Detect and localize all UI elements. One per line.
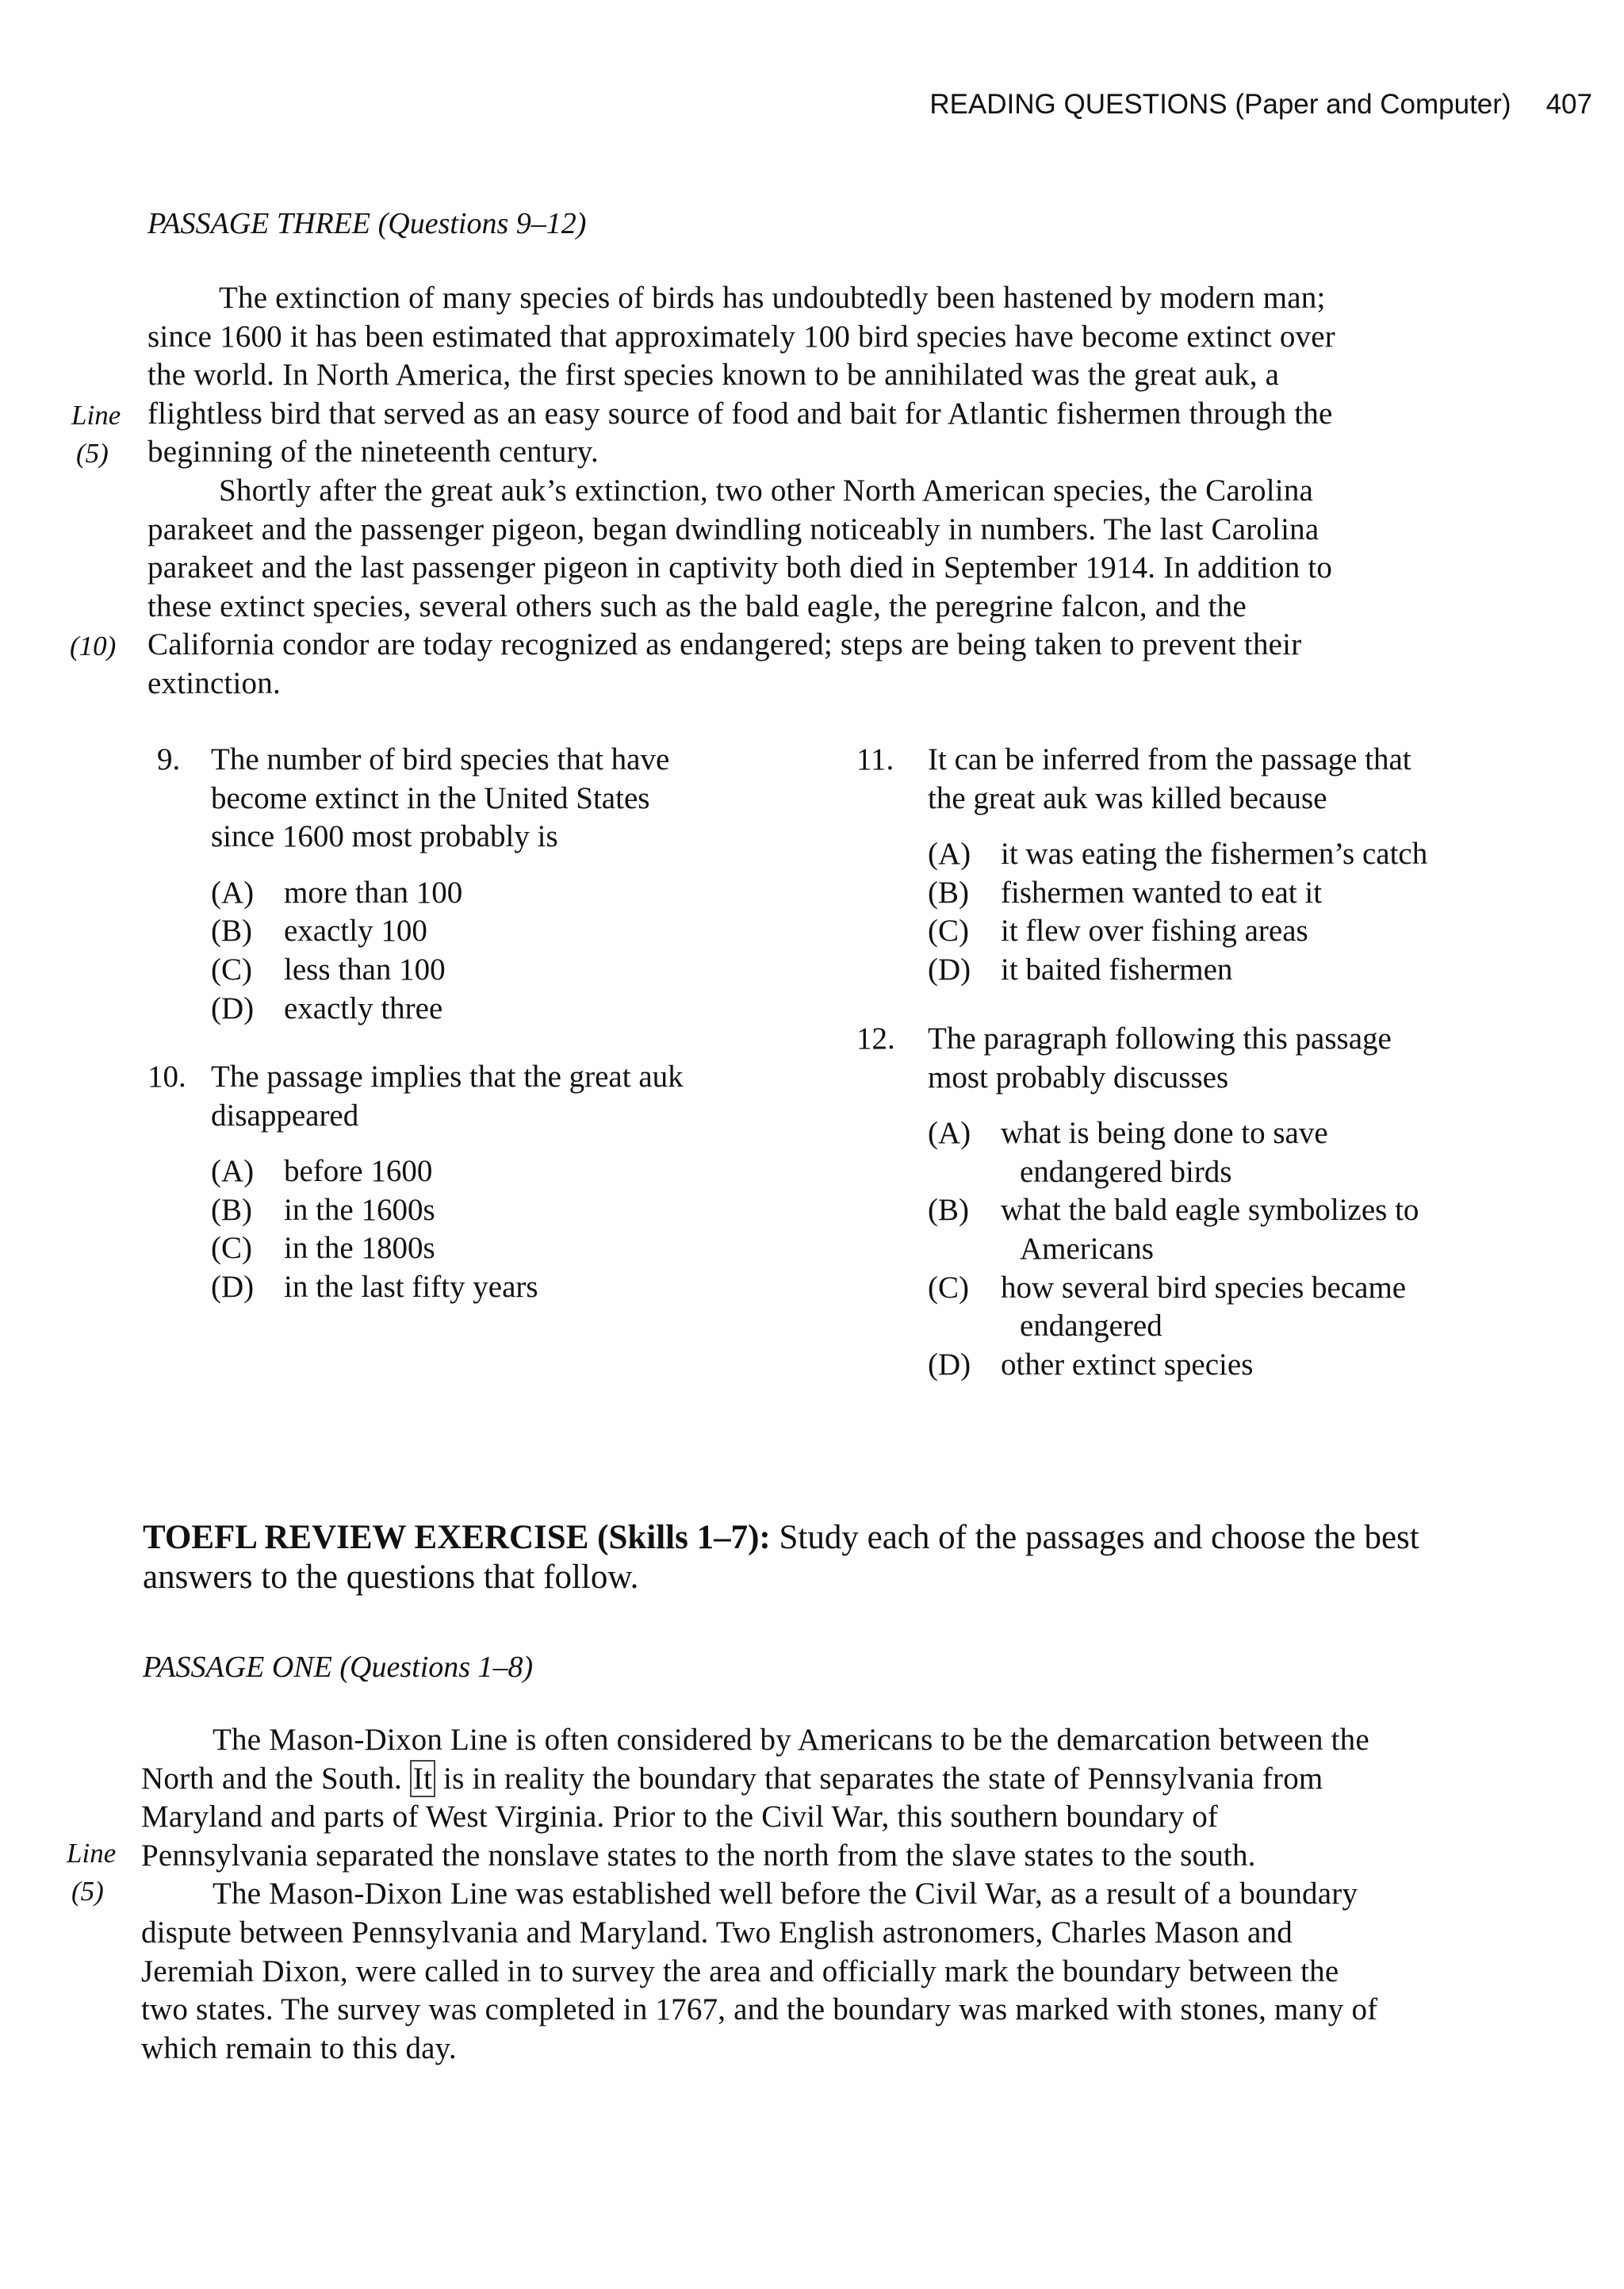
answer-option-b[interactable]: (B) what the bald eagle symbolizes to Americans [928,1193,1419,1266]
question-11 [856,741,1570,990]
question-number: 11. [856,742,894,776]
passage-line: extinction. [147,665,281,700]
passage-line: the world. In North America, the first species known to be annihilated was the great auk, a [147,358,1280,393]
passage-line: The Mason-Dixon Line is often considered by Americans to be the demarcation between the [213,1723,1369,1757]
passage-line: California condor are today recognized as endangered; steps are being taken to prevent their [147,627,1302,662]
answer-option-d[interactable]: (D) it baited fishermen [928,952,1233,987]
question-number: 10. [147,1060,186,1094]
review-instruction: answers to the questions that follow. [143,1559,639,1596]
page-number: 407 [1545,89,1592,120]
question-number: 9. [157,742,181,776]
answer-option-c[interactable]: (C) in the 1800s [211,1231,435,1266]
answer-option-a[interactable]: (A) more than 100 [211,875,463,910]
passage-line: flightless bird that served as an easy source of food and bait for Atlantic fishermen through the [147,396,1333,431]
answer-option-c[interactable]: (C) it flew over fishing areas [928,914,1308,949]
answer-options [928,835,1570,989]
answer-option-d[interactable]: (D) other extinct species [928,1347,1254,1382]
running-head: READING QUESTIONS (Paper and Computer) [929,89,1511,120]
question-number: 12. [856,1022,895,1056]
page-header [872,89,1592,121]
line-number-10: (10) [70,631,117,661]
passage-one-title: PASSAGE ONE (Questions 1–8) [143,1651,534,1684]
line-marker: Line [71,400,121,431]
answer-options [928,1114,1570,1384]
answer-options [211,1152,837,1306]
passage-line: Shortly after the great auk’s extinction, two other North American species, the Carolina [219,473,1314,508]
passage-line: Maryland and parts of West Virginia. Prior to the Civil War, this southern boundary of [141,1800,1219,1835]
passage-one-text [141,1721,1377,2068]
passage-line: dispute between Pennsylvania and Maryland. Two English astronomers, Charles Mason and [141,1915,1293,1950]
question-stem: It can be inferred from the passage that the great auk was killed because [928,742,1411,815]
question-12 [856,1020,1570,1384]
answer-option-b[interactable]: (B) exactly 100 [211,914,427,949]
passage-line: Pennsylvania separated the nonslave states to the north from the slave states to the south. [141,1838,1256,1873]
answer-option-d[interactable]: (D) exactly three [211,991,443,1026]
answer-option-b[interactable]: (B) fishermen wanted to eat it [928,875,1323,910]
passage-line: The extinction of many species of birds has undoubtedly been hastened by modern man; [219,281,1326,315]
review-exercise-instructions [143,1518,1522,1597]
question-stem: The passage implies that the great auk disappeared [211,1060,684,1133]
line-number-5: (5) [76,438,109,469]
answer-option-a[interactable]: (A) it was eating the fishermen’s catch [928,837,1428,872]
review-heading: TOEFL REVIEW EXERCISE (Skills 1–7): [143,1519,771,1556]
passage-line: North and the South. It is in reality the boundary that separates the state of Pennsylvania from [141,1761,1323,1796]
answer-option-c[interactable]: (C) how several bird species became endangered [928,1270,1407,1344]
passage-line: since 1600 it has been estimated that approximately 100 bird species have become extinct over [147,319,1335,354]
answer-option-d[interactable]: (D) in the last fifty years [211,1269,538,1304]
question-stem: The number of bird species that have become extinct in the United States since 1600 most probably is [211,742,670,854]
passage-line: two states. The survey was completed in 1767, and the boundary was marked with stones, many of [141,1992,1378,2027]
line-marker: Line [67,1838,117,1869]
passage-line: which remain to this day. [141,2030,457,2065]
question-stem: The paragraph following this passage most probably discusses [928,1022,1392,1095]
highlighted-word[interactable]: It [410,1760,435,1797]
review-instruction: Study each of the passages and choose the best [779,1519,1419,1556]
passage-line: beginning of the nineteenth century. [147,435,599,470]
passage-line: The Mason-Dixon Line was established well before the Civil War, as a result of a boundary [213,1877,1358,1911]
passage-line: these extinct species, several others such as the bald eagle, the peregrine falcon, and the [147,589,1247,623]
answer-option-c[interactable]: (C) less than 100 [211,952,446,987]
question-10 [147,1058,837,1307]
passage-line: parakeet and the passenger pigeon, began dwindling noticeably in numbers. The last Carolina [147,512,1320,546]
passage-line: Jeremiah Dixon, were called in to survey the area and officially mark the boundary between the [141,1954,1339,1988]
passage-three-title: PASSAGE THREE (Questions 9–12) [147,207,587,240]
answer-option-a[interactable]: (A) what is being done to save endangered birds [928,1116,1328,1189]
answer-option-b[interactable]: (B) in the 1600s [211,1192,435,1227]
answer-option-a[interactable]: (A) before 1600 [211,1154,433,1189]
passage-line: parakeet and the last passenger pigeon in captivity both died in September 1914. In addition to [147,550,1333,585]
line-number-5: (5) [71,1876,104,1907]
answer-options [211,874,839,1028]
question-9 [157,741,839,1028]
passage-three-text [147,279,1335,704]
